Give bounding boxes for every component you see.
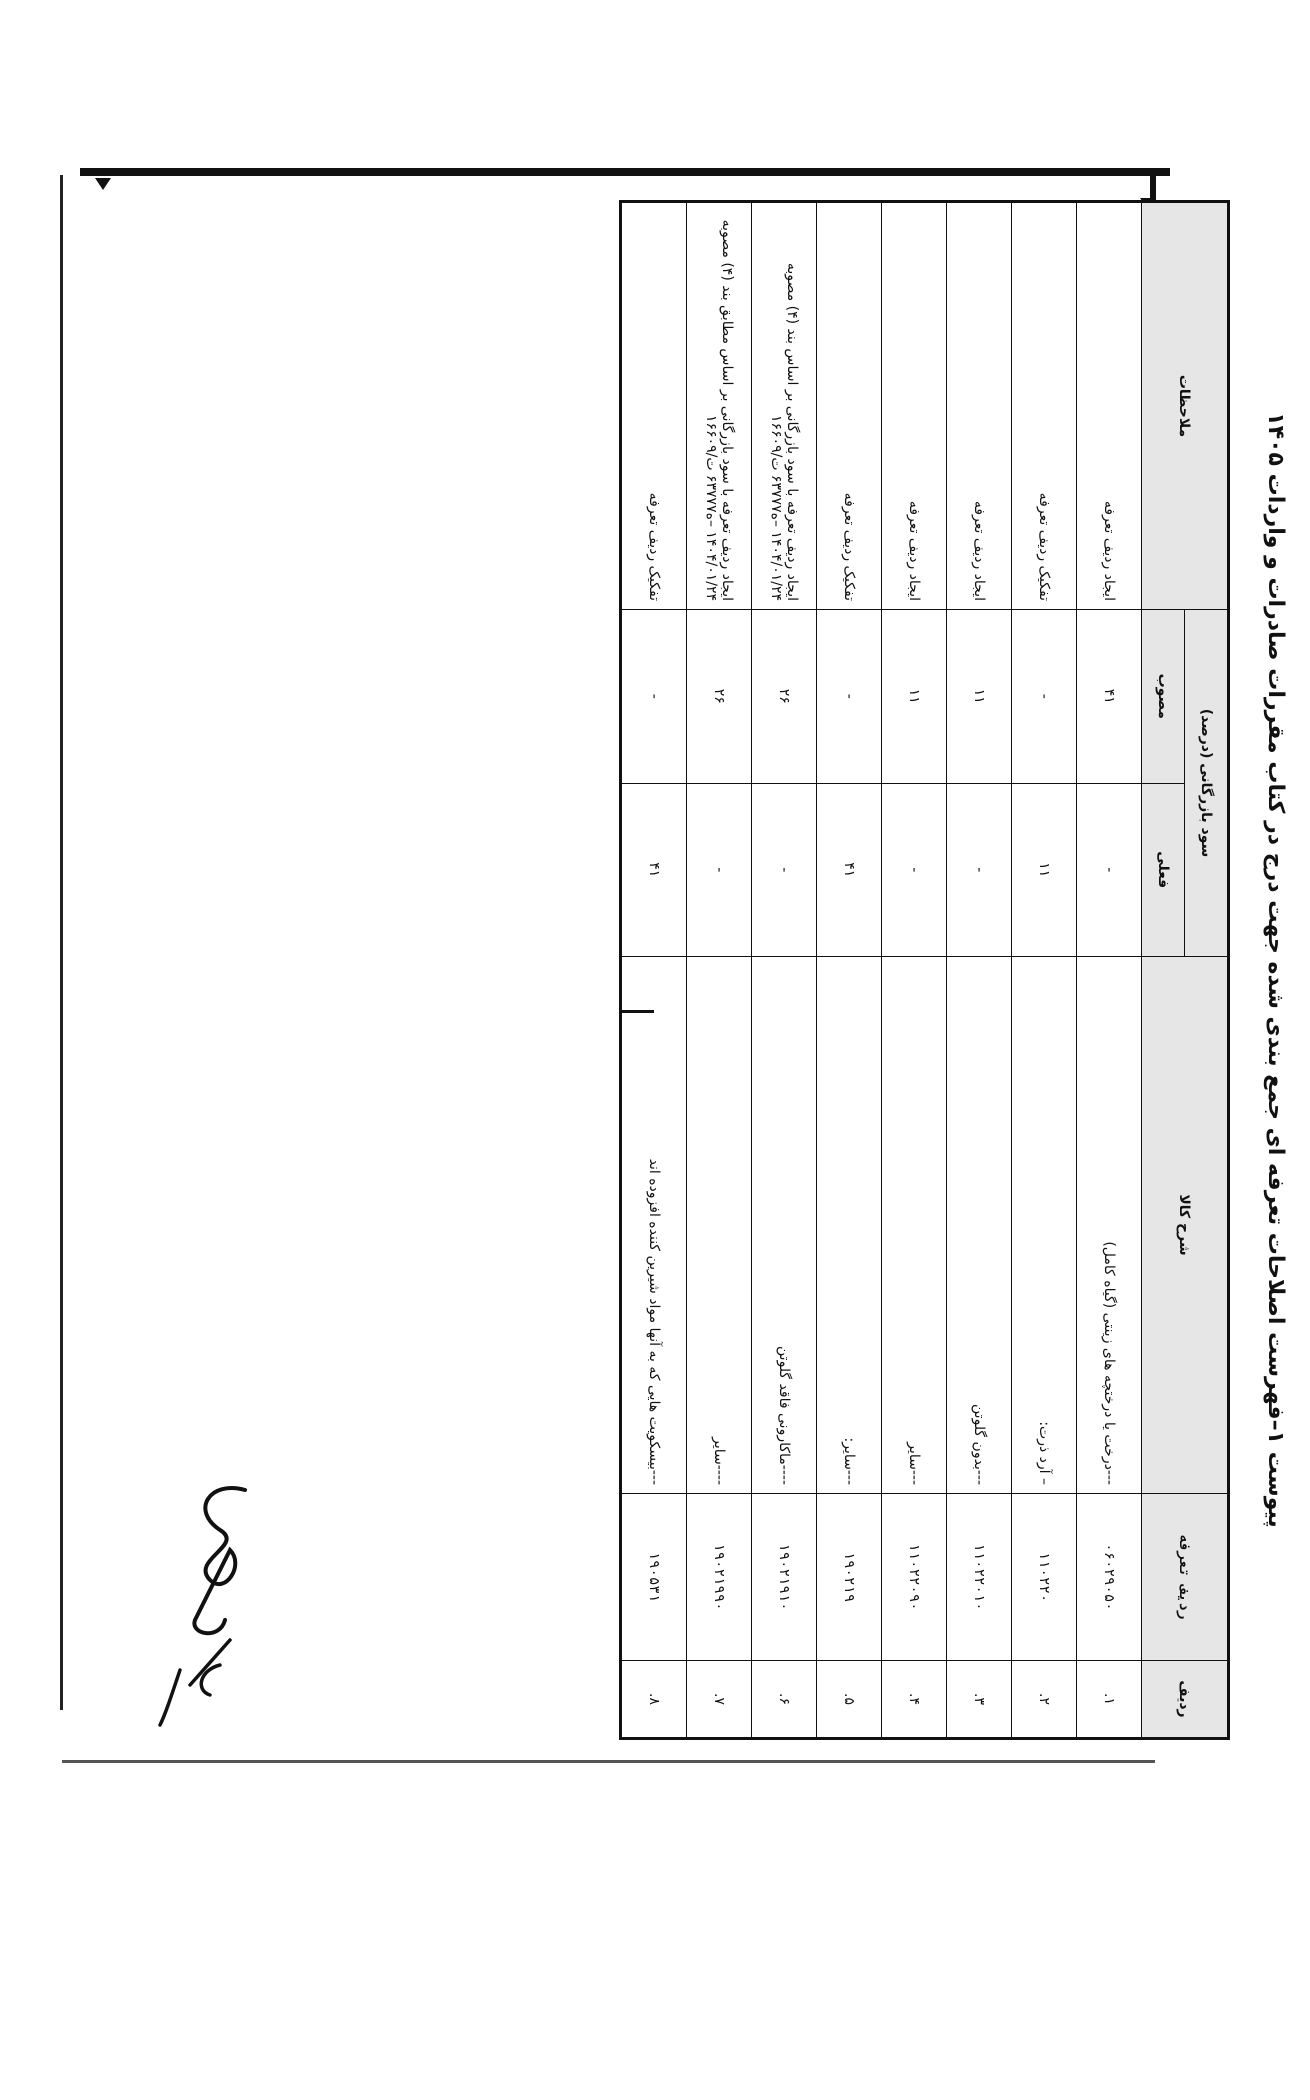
table-row <box>817 202 882 1739</box>
scan-border-left <box>60 175 63 1710</box>
goods-description: ---بدون گلوتن <box>947 957 1012 1494</box>
tariff-table <box>619 200 1230 1740</box>
rate-approved: - <box>1012 610 1077 784</box>
rate-current: ۴۱ <box>817 783 882 957</box>
header-code: ردیف تعرفه <box>1142 1494 1229 1661</box>
tariff-code: ۱۱۰۲۲۰۹۰ <box>882 1494 947 1661</box>
rate-approved: - <box>817 610 882 784</box>
rotated-document <box>450 200 1310 1740</box>
rate-current: - <box>687 783 752 957</box>
rate-approved: ۲۶ <box>752 610 817 784</box>
table-row <box>752 202 817 1739</box>
scan-border-bottom <box>62 1760 1155 1763</box>
rate-current: - <box>882 783 947 957</box>
header-notes: ملاحظات <box>1142 202 1229 610</box>
corner-mark-icon <box>95 178 111 190</box>
rate-current: - <box>1077 783 1142 957</box>
row-number: ۵. <box>817 1661 882 1739</box>
notes: ایجاد ردیف تعرفه <box>947 202 1012 610</box>
row-number: ۸. <box>621 1661 687 1739</box>
table-row <box>947 202 1012 1739</box>
rate-approved: ۱۱ <box>882 610 947 784</box>
notes: تفکیک ردیف تعرفه <box>621 202 687 610</box>
rate-approved: ۴۱ <box>1077 610 1142 784</box>
scan-border-top <box>80 168 1170 176</box>
row-number: ۷. <box>687 1661 752 1739</box>
goods-description: ---درخت یا درختچه های زینتی (گیاه کامل) <box>1077 957 1142 1494</box>
header-rate-group: سود بازرگانی (درصد) <box>1185 610 1229 957</box>
goods-description: ----ماکارونی فاقد گلوتن <box>752 957 817 1494</box>
goods-description: ---سایر <box>882 957 947 1494</box>
handwritten-signature <box>150 1470 270 1730</box>
rate-current: - <box>947 783 1012 957</box>
rate-approved: ۱۱ <box>947 610 1012 784</box>
table-row <box>882 202 947 1739</box>
goods-description: – آرد ذرت: <box>1012 957 1077 1494</box>
row-number: ۱. <box>1077 1661 1142 1739</box>
notes: ایجاد ردیف تعرفه <box>1077 202 1142 610</box>
tariff-code: ۱۹۰۲۱۹ <box>817 1494 882 1661</box>
rate-approved: - <box>621 610 687 784</box>
row-number: ۴. <box>882 1661 947 1739</box>
table-row <box>1077 202 1142 1739</box>
goods-description: ----سایر <box>687 957 752 1494</box>
document-title: پیوست ۱–فهرست اصلاحات تعرفه ای جمع بندی شده جهت درج در کتاب مقررات صادرات و واردات ۱۴۰۵ <box>1263 412 1288 1528</box>
tariff-code: ۱۹۰۲۱۹۱۰ <box>752 1494 817 1661</box>
goods-description: ---بیسکویت هایی که به آنها مواد شیرین کننده افزوده اند <box>621 957 687 1494</box>
row-number: ۶. <box>752 1661 817 1739</box>
table-row <box>621 202 687 1739</box>
header-description: شرح کالا <box>1142 957 1229 1494</box>
tariff-code: ۱۱۰۲۲۰ <box>1012 1494 1077 1661</box>
tariff-code: ۱۹۰۲۱۹۹۰ <box>687 1494 752 1661</box>
tariff-code: ۱۹۰۵۳۱ <box>621 1494 687 1661</box>
rate-approved: ۲۶ <box>687 610 752 784</box>
notes: ایجاد ردیف تعرفه <box>882 202 947 610</box>
page-number-mark <box>620 1010 654 1013</box>
header-rate-current: فعلی <box>1142 783 1185 957</box>
row-number: ۲. <box>1012 1661 1077 1739</box>
header-rate-approved: مصوب <box>1142 610 1185 784</box>
goods-description: ---سایر: <box>817 957 882 1494</box>
notes: ایجاد ردیف تعرفه با سود بازرگانی بر اساس بند (۴) مصوبه ۱۴۰۴/۰۱/۲۴ –ه۶۳۷۷۷ ت/۱۶۶۰۹ <box>752 202 817 610</box>
rate-current: - <box>752 783 817 957</box>
row-number: ۳. <box>947 1661 1012 1739</box>
tariff-code: ۰۶۰۲۹۰۵۰ <box>1077 1494 1142 1661</box>
notes: تفکیک ردیف تعرفه <box>1012 202 1077 610</box>
table-row <box>687 202 752 1739</box>
notes: ایجاد ردیف تعرفه با سود بازرگانی بر اساس مطابق بند (۴) مصوبه ۱۴۰۴/۰۱/۲۴ –ه۶۳۷۷۷ ت/۱۶۶۰۹ <box>687 202 752 610</box>
notes: تفکیک ردیف تعرفه <box>817 202 882 610</box>
table-body <box>621 202 1142 1739</box>
rate-current: ۴۱ <box>621 783 687 957</box>
tariff-code: ۱۱۰۲۲۰۱۰ <box>947 1494 1012 1661</box>
table-row <box>1012 202 1077 1739</box>
header-row: ردیف <box>1142 1661 1229 1739</box>
rate-current: ۱۱ <box>1012 783 1077 957</box>
